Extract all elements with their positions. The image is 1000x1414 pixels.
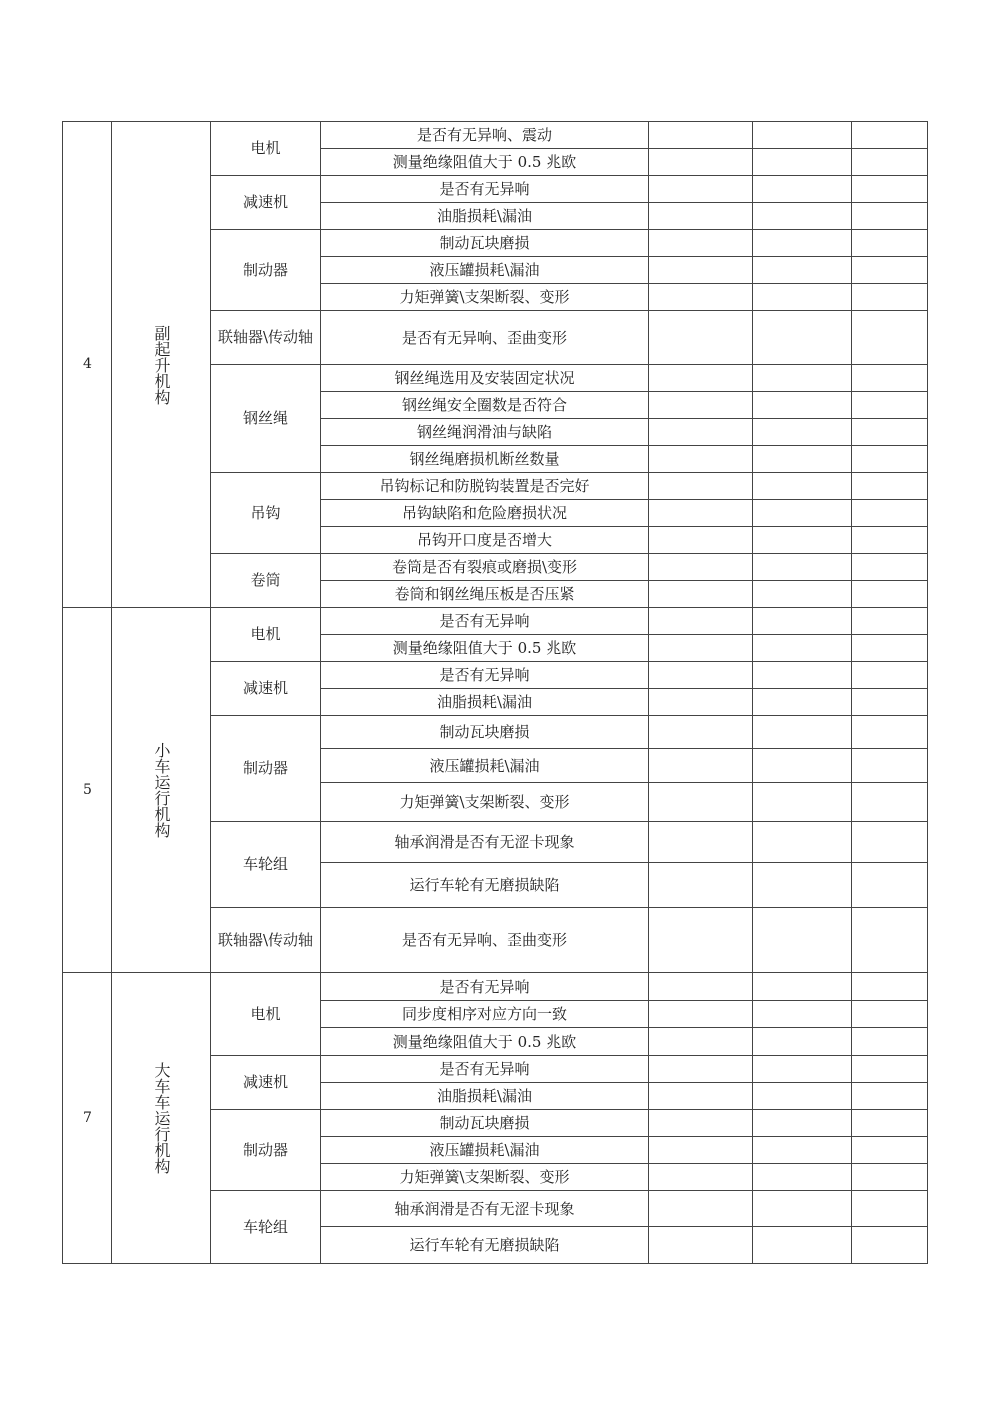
component-name-text: 减速机 (242, 1073, 288, 1092)
component-name (210, 1109, 321, 1191)
mechanism-name-text: 大车车运行机构 (152, 1062, 171, 1174)
component-name-text: 钢丝绳 (242, 409, 288, 428)
result-cell[interactable] (648, 972, 753, 1001)
handling-cell[interactable] (752, 1163, 852, 1191)
result-cell[interactable] (648, 445, 753, 473)
inspection-item (320, 688, 649, 716)
inspection-item-text: 吊钩标记和防脱钩装置是否完好 (379, 477, 590, 495)
component-name-text: 减速机 (242, 679, 288, 698)
remarks-cell[interactable] (851, 715, 928, 749)
handling-cell[interactable] (752, 1190, 852, 1227)
result-cell[interactable] (648, 472, 753, 500)
result-cell[interactable] (648, 310, 753, 365)
inspection-item-text: 吊钩缺陷和危险磨损状况 (401, 504, 567, 522)
inspection-item (320, 1190, 649, 1227)
result-cell[interactable] (648, 607, 753, 635)
component-name (210, 364, 321, 473)
component-name-text: 联轴器\传动轴 (217, 328, 314, 347)
remarks-cell[interactable] (851, 256, 928, 284)
mechanism-name-text: 小车运行机构 (152, 742, 171, 838)
inspection-item-text: 力矩弹簧\支架断裂、变形 (399, 288, 570, 306)
remarks-cell[interactable] (851, 364, 928, 392)
handling-cell[interactable] (752, 1055, 852, 1083)
result-cell[interactable] (648, 364, 753, 392)
handling-cell[interactable] (752, 472, 852, 500)
result-cell[interactable] (648, 748, 753, 783)
section-number-text: 4 (83, 356, 92, 373)
inspection-item (320, 472, 649, 500)
inspection-item (320, 1136, 649, 1164)
result-cell[interactable] (648, 580, 753, 608)
inspection-item (320, 202, 649, 230)
inspection-item (320, 526, 649, 554)
inspection-item-text: 是否有无异响 (439, 612, 530, 630)
result-cell[interactable] (648, 1082, 753, 1110)
component-name (210, 175, 321, 230)
handling-cell[interactable] (752, 364, 852, 392)
result-cell[interactable] (648, 256, 753, 284)
inspection-item (320, 1027, 649, 1056)
inspection-item-text: 是否有无异响 (439, 977, 530, 996)
result-cell[interactable] (648, 283, 753, 311)
inspection-item (320, 445, 649, 473)
inspection-item (320, 175, 649, 203)
remarks-cell[interactable] (851, 661, 928, 689)
handling-cell[interactable] (752, 972, 852, 1001)
inspection-item (320, 1226, 649, 1264)
inspection-item (320, 148, 649, 176)
section-number (62, 121, 112, 608)
remarks-cell[interactable] (851, 782, 928, 822)
component-name-text: 吊钩 (250, 503, 281, 522)
handling-cell[interactable] (752, 175, 852, 203)
component-name-text: 车轮组 (242, 1217, 288, 1236)
inspection-item-text: 吊钩开口度是否增大 (416, 531, 552, 549)
inspection-item-text: 卷筒是否有裂痕或磨损\变形 (391, 558, 578, 576)
remarks-cell[interactable] (851, 907, 928, 973)
inspection-item (320, 782, 649, 822)
component-name (210, 229, 321, 311)
remarks-cell[interactable] (851, 1136, 928, 1164)
result-cell[interactable] (648, 821, 753, 863)
remarks-cell[interactable] (851, 688, 928, 716)
result-cell[interactable] (648, 715, 753, 749)
component-name-text: 电机 (250, 1004, 281, 1023)
inspection-item (320, 364, 649, 392)
component-name (210, 907, 321, 973)
component-name (210, 1055, 321, 1110)
handling-cell[interactable] (752, 391, 852, 419)
mechanism-name (111, 607, 211, 973)
handling-cell[interactable] (752, 580, 852, 608)
result-cell[interactable] (648, 229, 753, 257)
inspection-item (320, 1055, 649, 1083)
handling-cell[interactable] (752, 418, 852, 446)
result-cell[interactable] (648, 148, 753, 176)
inspection-item (320, 580, 649, 608)
inspection-item-text: 制动瓦块磨损 (439, 234, 530, 252)
handling-cell[interactable] (752, 256, 852, 284)
component-name (210, 553, 321, 608)
remarks-cell[interactable] (851, 121, 928, 149)
inspection-item (320, 1109, 649, 1137)
result-cell[interactable] (648, 688, 753, 716)
inspection-item (320, 748, 649, 783)
handling-cell[interactable] (752, 1027, 852, 1056)
component-name (210, 310, 321, 365)
handling-cell[interactable] (752, 821, 852, 863)
inspection-item (320, 553, 649, 581)
remarks-cell[interactable] (851, 1055, 928, 1083)
inspection-item-text: 力矩弹簧\支架断裂、变形 (399, 793, 570, 811)
inspection-item (320, 862, 649, 908)
remarks-cell[interactable] (851, 148, 928, 176)
inspection-item-text: 是否有无异响、震动 (416, 126, 552, 144)
handling-cell[interactable] (752, 661, 852, 689)
inspection-item (320, 972, 649, 1001)
inspection-item (320, 821, 649, 863)
remarks-cell[interactable] (851, 1226, 928, 1264)
inspection-item-text: 运行车轮有无磨损缺陷 (409, 1236, 560, 1254)
section-number (62, 607, 112, 973)
inspection-item (320, 499, 649, 527)
component-name-text: 联轴器\传动轴 (217, 930, 314, 949)
inspection-item (320, 661, 649, 689)
remarks-cell[interactable] (851, 1190, 928, 1227)
handling-cell[interactable] (752, 782, 852, 822)
result-cell[interactable] (648, 1055, 753, 1083)
remarks-cell[interactable] (851, 310, 928, 365)
inspection-item-text: 是否有无异响 (439, 1060, 530, 1078)
remarks-cell[interactable] (851, 283, 928, 311)
inspection-item-text: 测量绝缘阻值大于 0.5 兆欧 (392, 639, 577, 657)
section-number (62, 972, 112, 1264)
inspection-item-text: 运行车轮有无磨损缺陷 (409, 876, 560, 894)
result-cell[interactable] (648, 553, 753, 581)
component-name-text: 车轮组 (242, 855, 288, 874)
inspection-item-text: 是否有无异响、歪曲变形 (401, 328, 567, 347)
handling-cell[interactable] (752, 748, 852, 783)
inspection-item-text: 液压罐损耗\漏油 (429, 756, 540, 775)
remarks-cell[interactable] (851, 607, 928, 635)
remarks-cell[interactable] (851, 1000, 928, 1028)
handling-cell[interactable] (752, 553, 852, 581)
result-cell[interactable] (648, 1027, 753, 1056)
inspection-item (320, 634, 649, 662)
result-cell[interactable] (648, 1226, 753, 1264)
component-name-text: 减速机 (242, 193, 288, 212)
remarks-cell[interactable] (851, 202, 928, 230)
result-cell[interactable] (648, 782, 753, 822)
handling-cell[interactable] (752, 526, 852, 554)
result-cell[interactable] (648, 391, 753, 419)
remarks-cell[interactable] (851, 972, 928, 1001)
inspection-item (320, 715, 649, 749)
handling-cell[interactable] (752, 862, 852, 908)
component-name (210, 715, 321, 822)
inspection-item (320, 121, 649, 149)
component-name (210, 121, 321, 176)
inspection-item-text: 制动瓦块磨损 (439, 723, 530, 741)
result-cell[interactable] (648, 175, 753, 203)
inspection-item (320, 391, 649, 419)
inspection-item-text: 液压罐损耗\漏油 (429, 261, 540, 279)
inspection-item (320, 907, 649, 973)
inspection-item-text: 是否有无异响 (439, 666, 530, 684)
result-cell[interactable] (648, 1163, 753, 1191)
component-name (210, 972, 321, 1056)
inspection-item (320, 256, 649, 284)
inspection-item-text: 钢丝绳安全圈数是否符合 (401, 396, 567, 414)
result-cell[interactable] (648, 1109, 753, 1137)
component-name-text: 制动器 (242, 1140, 288, 1159)
mechanism-name-text: 副起升机构 (152, 324, 171, 405)
section-number-text: 5 (83, 781, 92, 798)
handling-cell[interactable] (752, 499, 852, 527)
inspection-item (320, 310, 649, 365)
inspection-item (320, 1000, 649, 1028)
result-cell[interactable] (648, 661, 753, 689)
component-name (210, 607, 321, 662)
handling-cell[interactable] (752, 1109, 852, 1137)
inspection-item-text: 力矩弹簧\支架断裂、变形 (399, 1168, 570, 1186)
inspection-item (320, 418, 649, 446)
handling-cell[interactable] (752, 688, 852, 716)
inspection-item-text: 同步度相序对应方向一致 (401, 1005, 567, 1023)
result-cell[interactable] (648, 499, 753, 527)
remarks-cell[interactable] (851, 580, 928, 608)
remarks-cell[interactable] (851, 175, 928, 203)
remarks-cell[interactable] (851, 499, 928, 527)
result-cell[interactable] (648, 202, 753, 230)
handling-cell[interactable] (752, 1226, 852, 1264)
remarks-cell[interactable] (851, 821, 928, 863)
handling-cell[interactable] (752, 1082, 852, 1110)
inspection-item-text: 轴承润滑是否有无涩卡现象 (394, 833, 575, 851)
component-name-text: 电机 (250, 625, 281, 644)
remarks-cell[interactable] (851, 1109, 928, 1137)
inspection-item-text: 测量绝缘阻值大于 0.5 兆欧 (392, 153, 577, 171)
inspection-item (320, 607, 649, 635)
inspection-item-text: 钢丝绳磨损机断丝数量 (409, 450, 560, 468)
handling-cell[interactable] (752, 1136, 852, 1164)
inspection-item-text: 钢丝绳润滑油与缺陷 (416, 423, 552, 441)
handling-cell[interactable] (752, 607, 852, 635)
handling-cell[interactable] (752, 202, 852, 230)
result-cell[interactable] (648, 418, 753, 446)
handling-cell[interactable] (752, 1000, 852, 1028)
remarks-cell[interactable] (851, 634, 928, 662)
result-cell[interactable] (648, 526, 753, 554)
inspection-item (320, 283, 649, 311)
remarks-cell[interactable] (851, 391, 928, 419)
remarks-cell[interactable] (851, 553, 928, 581)
remarks-cell[interactable] (851, 445, 928, 473)
handling-cell[interactable] (752, 634, 852, 662)
inspection-item-text: 油脂损耗\漏油 (436, 693, 533, 711)
inspection-item (320, 1163, 649, 1191)
handling-cell[interactable] (752, 148, 852, 176)
remarks-cell[interactable] (851, 472, 928, 500)
mechanism-name (111, 972, 211, 1264)
result-cell[interactable] (648, 1136, 753, 1164)
inspection-item-text: 卷筒和钢丝绳压板是否压紧 (394, 585, 575, 603)
inspection-item (320, 1082, 649, 1110)
inspection-item (320, 229, 649, 257)
component-name (210, 661, 321, 716)
section-number-text: 7 (83, 1109, 92, 1126)
handling-cell[interactable] (752, 907, 852, 973)
component-name-text: 电机 (250, 139, 281, 158)
result-cell[interactable] (648, 1190, 753, 1227)
component-name (210, 821, 321, 908)
mechanism-name (111, 121, 211, 608)
handling-cell[interactable] (752, 715, 852, 749)
component-name-text: 制动器 (242, 759, 288, 778)
remarks-cell[interactable] (851, 526, 928, 554)
inspection-item-text: 制动瓦块磨损 (439, 1114, 530, 1132)
inspection-item-text: 是否有无异响 (439, 180, 530, 198)
handling-cell[interactable] (752, 445, 852, 473)
handling-cell[interactable] (752, 310, 852, 365)
remarks-cell[interactable] (851, 418, 928, 446)
component-name (210, 472, 321, 554)
inspection-item-text: 钢丝绳选用及安装固定状况 (394, 369, 575, 387)
inspection-item-text: 油脂损耗\漏油 (436, 1087, 533, 1105)
inspection-item-text: 液压罐损耗\漏油 (429, 1141, 540, 1159)
component-name-text: 卷筒 (250, 571, 281, 590)
remarks-cell[interactable] (851, 862, 928, 908)
result-cell[interactable] (648, 634, 753, 662)
handling-cell[interactable] (752, 283, 852, 311)
inspection-item-text: 测量绝缘阻值大于 0.5 兆欧 (392, 1032, 577, 1051)
result-cell[interactable] (648, 121, 753, 149)
inspection-item-text: 是否有无异响、歪曲变形 (401, 931, 567, 949)
handling-cell[interactable] (752, 229, 852, 257)
remarks-cell[interactable] (851, 229, 928, 257)
remarks-cell[interactable] (851, 748, 928, 783)
result-cell[interactable] (648, 1000, 753, 1028)
remarks-cell[interactable] (851, 1082, 928, 1110)
inspection-item-text: 轴承润滑是否有无涩卡现象 (394, 1199, 575, 1218)
result-cell[interactable] (648, 862, 753, 908)
handling-cell[interactable] (752, 121, 852, 149)
result-cell[interactable] (648, 907, 753, 973)
component-name-text: 制动器 (242, 260, 288, 279)
remarks-cell[interactable] (851, 1027, 928, 1056)
inspection-item-text: 油脂损耗\漏油 (436, 207, 533, 225)
component-name (210, 1190, 321, 1264)
remarks-cell[interactable] (851, 1163, 928, 1191)
